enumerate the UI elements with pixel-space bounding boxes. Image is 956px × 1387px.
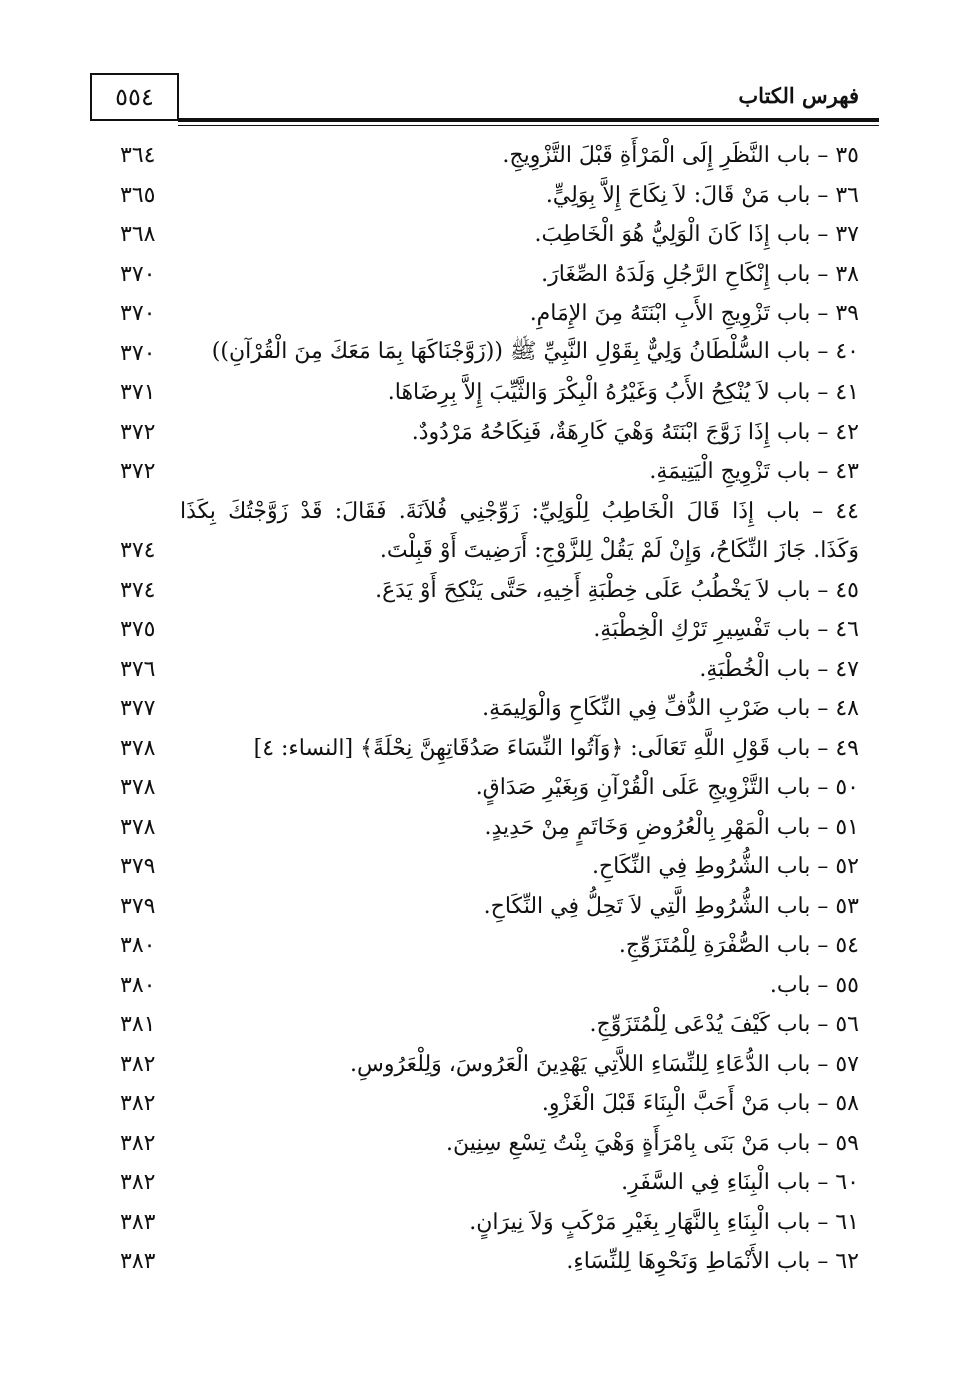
toc-row [120, 215, 859, 255]
toc-row [120, 689, 859, 729]
toc-entry-page: ٣٧٢ [120, 459, 156, 485]
toc-entry-title: ٥٥ – باب. [769, 972, 859, 998]
page-number-box [90, 73, 179, 121]
toc-entry-page: ٣٧٠ [120, 301, 156, 327]
toc-entry-page: ٣٧٧ [120, 696, 156, 722]
toc-entry-page: ٣٧٠ [120, 261, 156, 287]
toc-entry-title: ٣٩ – باب تَزْوِيجِ الأَبِ ابْنَتَهُ مِنَ الإِمَامِ. [529, 301, 859, 327]
toc-entry-page: ٣٧٤ [120, 577, 156, 603]
toc-entry-title: ٥٧ – باب الدُّعَاءِ لِلنِّسَاءِ اللاَّتِي يَهْدِينَ الْعَرُوسَ، وَلِلْعَرُوسِ. [349, 1051, 859, 1077]
toc-row [120, 729, 859, 769]
toc-entry-title: ٤٠ – باب السُّلْطَانُ وَلِيٌّ بِقَوْلِ النَّبِيِّ ﷺ ((زَوَّجْنَاكَهَا بِمَا مَعَكَ مِنَ الْقُرْآنِ)) [211, 339, 859, 365]
toc-entry-title: ٤٧ – باب الْخُطْبَةِ. [699, 656, 859, 682]
toc-entry-title: ٦٢ – باب الأَنْمَاطِ وَنَحْوِهَا لِلنِّسَاءِ. [566, 1249, 859, 1275]
toc-entry-title: ٣٨ – باب إِنْكَاحِ الرَّجُلِ وَلَدَهُ الصِّغَارَ. [541, 261, 859, 287]
toc-entry-title: ٥٠ – باب التَّزْوِيجِ عَلَى الْقُرْآنِ وَبِغَيْرِ صَدَاقٍ. [475, 775, 859, 801]
toc-entry-title: ٥٣ – باب الشُّرُوطِ الَّتِي لاَ تَحِلُّ فِي النِّكَاحِ. [483, 893, 859, 919]
toc-entry-title: ٥٤ – باب الصُّفْرَةِ لِلْمُتَزَوِّجِ. [618, 933, 859, 959]
toc-row [120, 650, 859, 690]
toc-entry-title: ٤٥ – باب لاَ يَخْطُبُ عَلَى خِطْبَةِ أَخِيهِ، حَتَّى يَنْكِحَ أَوْ يَدَعَ. [375, 577, 859, 603]
toc-entry-title: ٤٣ – باب تَزْوِيجِ الْيَتِيمَةِ. [649, 459, 859, 485]
toc-row [120, 768, 859, 808]
toc-entry-page: ٣٨٢ [120, 1170, 156, 1196]
toc-entry-title: ٥٦ – باب كَيْفَ يُدْعَى لِلْمُتَزَوِّجِ. [589, 1012, 859, 1038]
toc-entry-title: ٤٦ – باب تَفْسِيرِ تَرْكِ الْخِطْبَةِ. [593, 617, 859, 643]
toc-entry-title: ٤٨ – باب ضَرْبِ الدُّفِّ فِي النِّكَاحِ وَالْوَلِيمَةِ. [482, 696, 859, 722]
page-number: ٥٥٤ [115, 83, 154, 111]
toc-row [120, 1124, 859, 1164]
toc-row [120, 1084, 859, 1124]
toc-row [120, 1005, 859, 1045]
toc-row [120, 452, 859, 492]
toc-row [120, 1045, 859, 1085]
toc-entry-title: ٤٢ – باب إِذَا زَوَّجَ ابْنَتَهُ وَهْيَ كَارِهَةٌ، فَنِكَاحُهُ مَرْدُودٌ. [411, 419, 859, 445]
toc-entry-title: ٣٦ – باب مَنْ قَالَ: لاَ نِكَاحَ إِلاَّ بِوَلِيٍّ. [545, 182, 859, 208]
toc-row [120, 492, 859, 532]
toc-entry-page: ٣٨٢ [120, 1130, 156, 1156]
toc-entry-title: ٣٧ – باب إِذَا كَانَ الْوَلِيُّ هُوَ الْخَاطِبَ. [534, 222, 859, 248]
toc-entry-page: ٣٨٠ [120, 933, 156, 959]
toc-row [120, 571, 859, 611]
toc-row [120, 610, 859, 650]
toc-entry-page: ٣٨١ [120, 1012, 156, 1038]
toc-entry-title: ٤١ – باب لاَ يُنْكِحُ الأَبُ وَغَيْرُهُ الْبِكْرَ وَالثَّيِّبَ إِلاَّ بِرِضَاهَا. [387, 380, 859, 406]
toc-entry-page: ٣٧٨ [120, 775, 156, 801]
toc-entry-title: ٥٢ – باب الشُّرُوطِ فِي النِّكَاحِ. [591, 854, 859, 880]
toc-entry-title: ٦١ – باب الْبِنَاءِ بِالنَّهَارِ بِغَيْرِ مَرْكَبٍ وَلاَ نِيرَانٍ. [469, 1209, 859, 1235]
toc-entry-title: ٣٥ – باب النَّظَرِ إِلَى الْمَرْأَةِ قَبْلَ التَّزْوِيجِ. [502, 143, 859, 169]
toc-entry-title: ٥٨ – باب مَنْ أَحَبَّ الْبِنَاءَ قَبْلَ الْغَزْوِ. [541, 1091, 859, 1117]
toc-row [120, 808, 859, 848]
toc-row [120, 926, 859, 966]
toc-entry-title: وَكَذَا. جَازَ النِّكَاحُ، وَإِنْ لَمْ يَقُلْ لِلزَّوْجِ: أَرَضِيتَ أَوْ قَبِلْتَ. [379, 538, 859, 564]
toc-entry-title: ٥٩ – باب مَنْ بَنَى بِامْرَأَةٍ وَهْيَ بِنْتُ تِسْعِ سِنِينَ. [446, 1130, 859, 1156]
toc-row [120, 294, 859, 334]
toc-entry-page: ٣٧٩ [120, 854, 156, 880]
toc-entry-page: ٣٧٨ [120, 735, 156, 761]
toc-row [120, 1163, 859, 1203]
toc-row [120, 334, 859, 374]
table-of-contents [120, 136, 859, 1282]
toc-entry-page: ٣٨٣ [120, 1249, 156, 1275]
toc-row [120, 887, 859, 927]
toc-entry-page: ٣٨٠ [120, 972, 156, 998]
toc-row [120, 136, 859, 176]
toc-row [120, 255, 859, 295]
toc-row [120, 531, 859, 571]
toc-entry-page: ٣٨٢ [120, 1091, 156, 1117]
toc-entry-page: ٣٧٢ [120, 419, 156, 445]
toc-row [120, 966, 859, 1006]
toc-row [120, 373, 859, 413]
toc-entry-title: ٤٩ – باب قَوْلِ اللَّهِ تَعَالَى: ﴿وَآتُوا النِّسَاءَ صَدُقَاتِهِنَّ نِحْلَةً﴾ [النساء: ٤] [253, 735, 859, 761]
toc-row [120, 1242, 859, 1282]
toc-entry-page: ٣٧٦ [120, 656, 156, 682]
toc-row [120, 413, 859, 453]
toc-entry-page: ٣٦٨ [120, 222, 156, 248]
toc-row [120, 1203, 859, 1243]
toc-entry-page: ٣٨٣ [120, 1209, 156, 1235]
toc-entry-page: ٣٧٠ [120, 340, 156, 366]
toc-entry-page: ٣٧٩ [120, 893, 156, 919]
toc-entry-page: ٣٧١ [120, 380, 156, 406]
toc-entry-page: ٣٧٨ [120, 814, 156, 840]
toc-entry-title: ٥١ – باب الْمَهْرِ بِالْعُرُوضِ وَخَاتَمٍ مِنْ حَدِيدٍ. [484, 814, 859, 840]
toc-entry-page: ٣٧٤ [120, 538, 156, 564]
toc-entry-page: ٣٦٥ [120, 182, 156, 208]
toc-entry-title: ٤٤ – باب إِذَا قَالَ الْخَاطِبُ لِلْوَلِيِّ: زَوِّجْنِي فُلاَنَةَ. فَقَالَ: قَدْ زَوَّجْتُكَ بِكَذَا [180, 498, 859, 524]
toc-entry-page: ٣٧٥ [120, 617, 156, 643]
toc-entry-title: ٦٠ – باب الْبِنَاءِ فِي السَّفَرِ. [621, 1170, 859, 1196]
toc-entry-page: ٣٨٢ [120, 1051, 156, 1077]
toc-entry-page: ٣٦٤ [120, 143, 156, 169]
header-rule-thin [178, 125, 879, 126]
toc-row [120, 176, 859, 216]
toc-row [120, 847, 859, 887]
header-rule-thick [178, 118, 879, 122]
running-header-title: فهرس الكتاب [738, 83, 859, 108]
